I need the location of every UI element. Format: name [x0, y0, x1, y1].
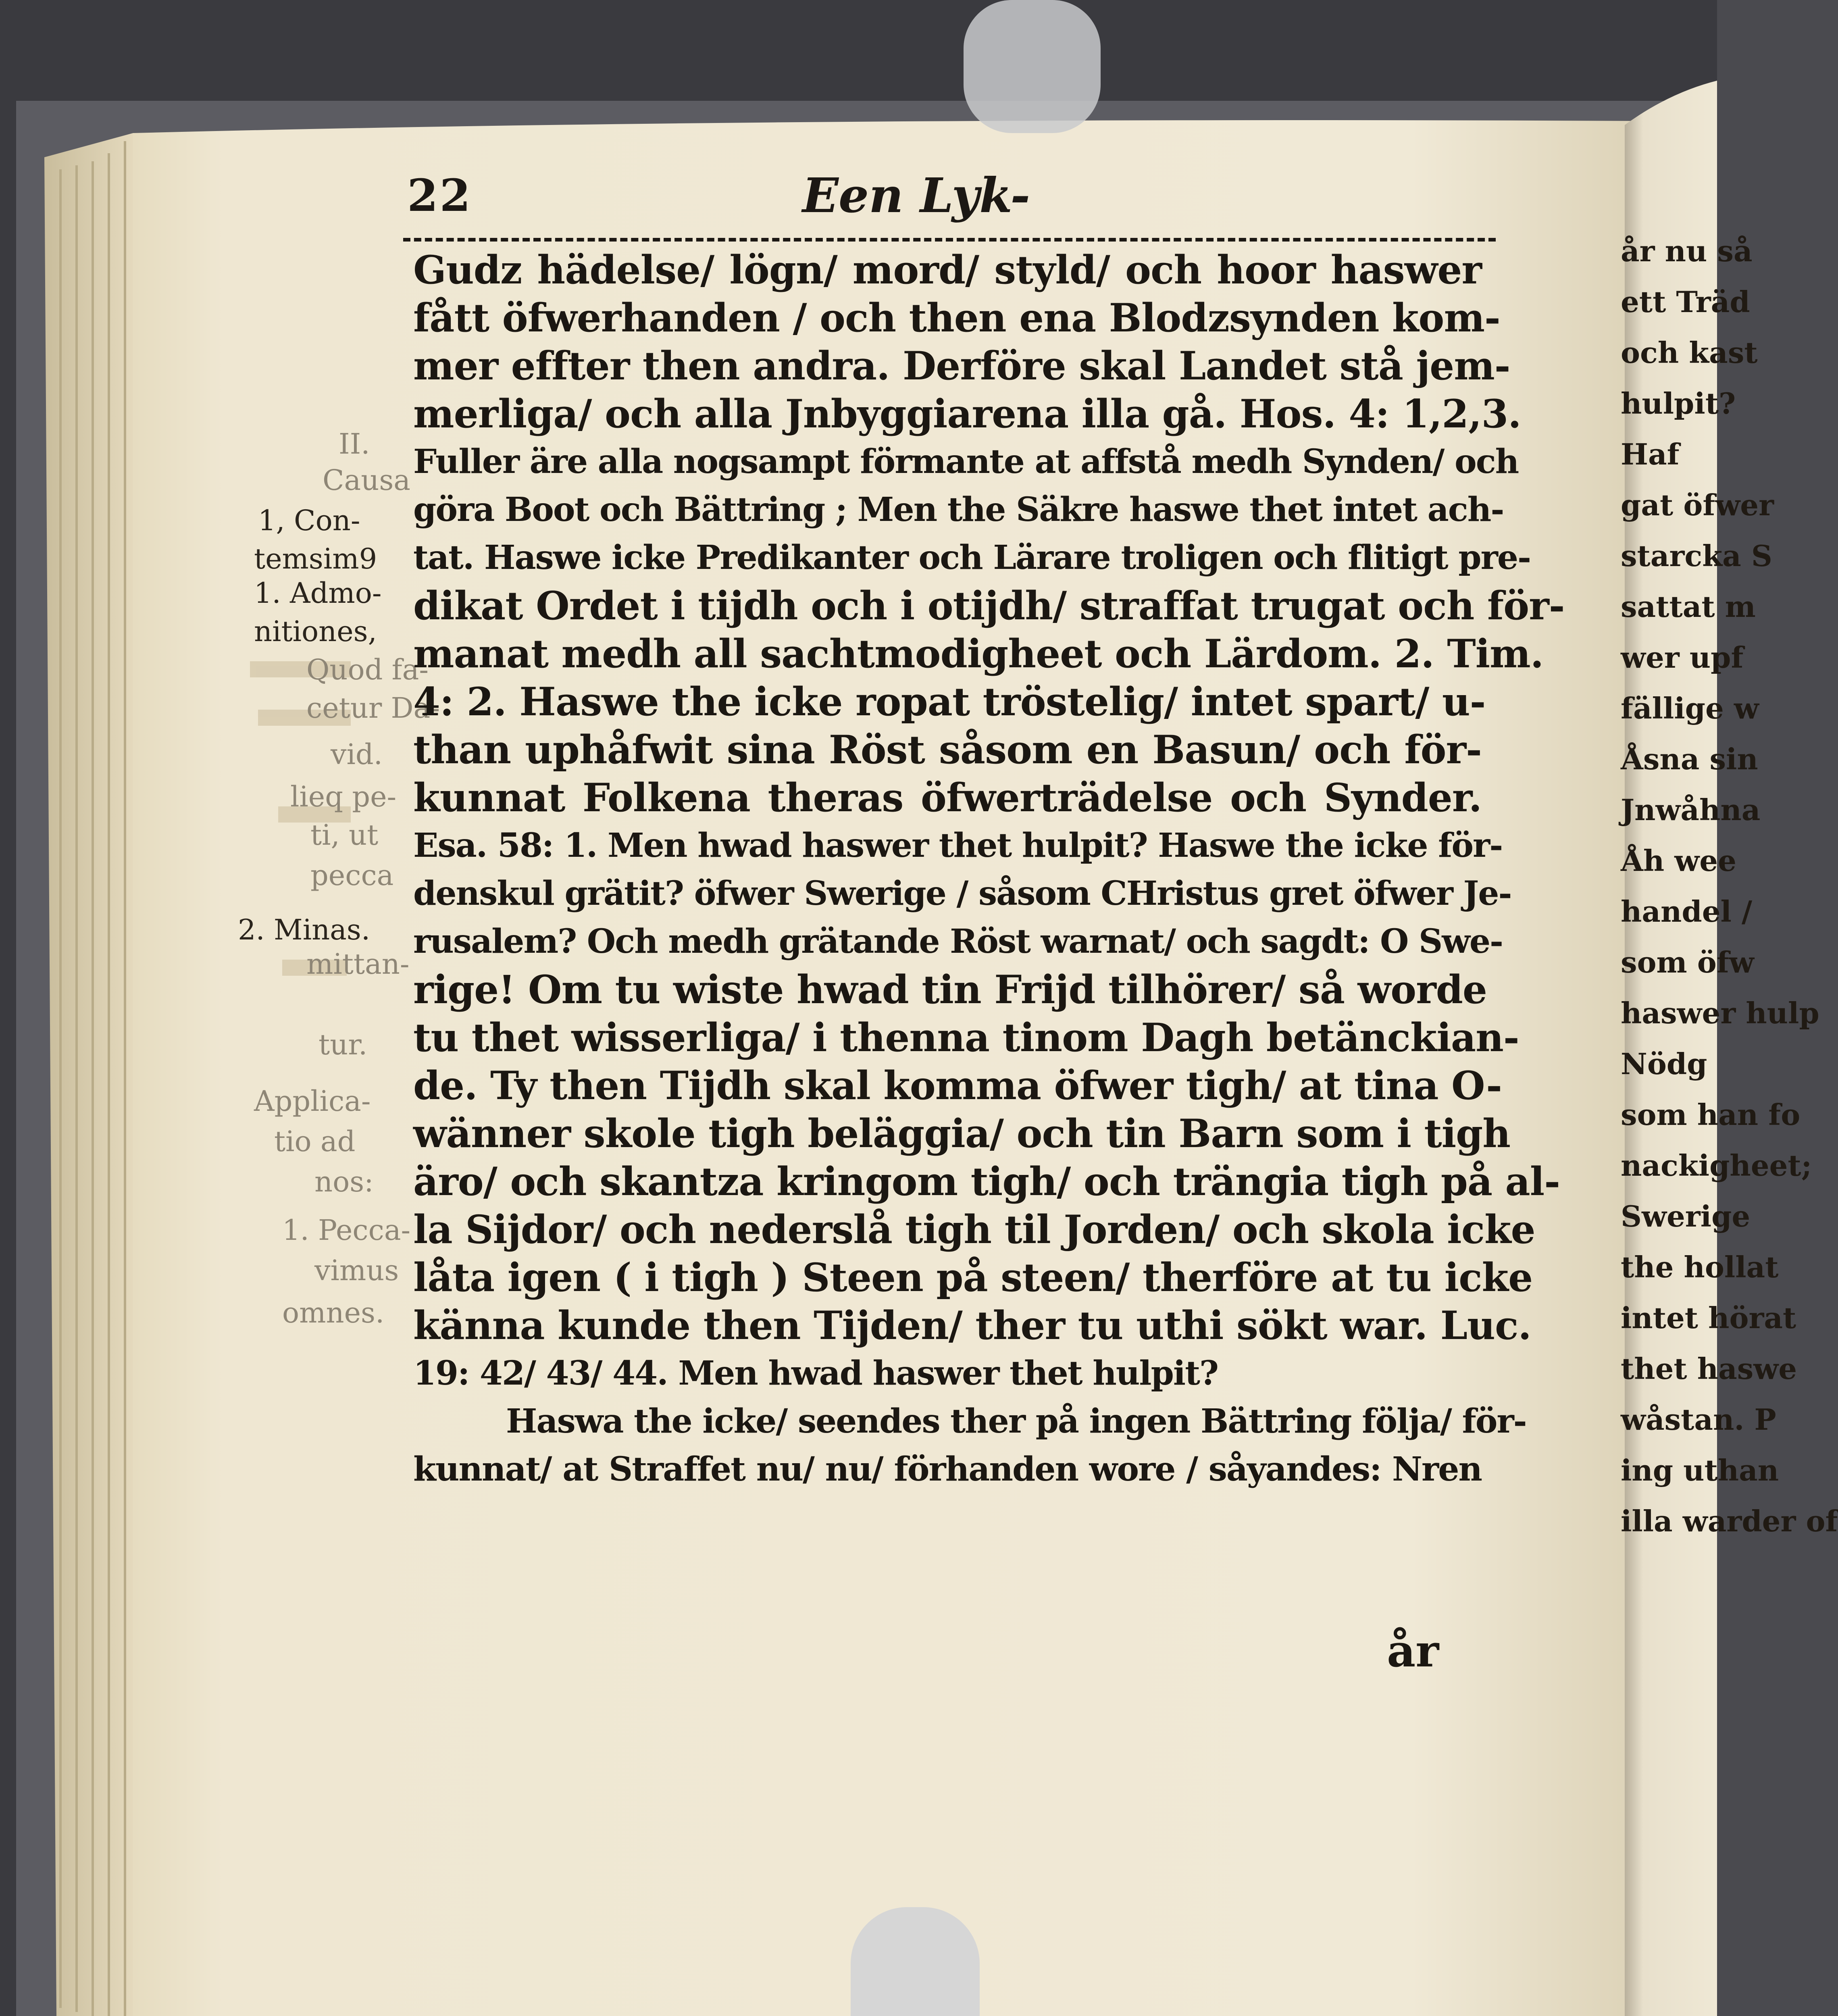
body-text: [413, 246, 1565, 1493]
facing-line: Nödg: [1621, 1047, 1707, 1081]
margin-note: temsim9: [254, 542, 377, 575]
margin-note: 1. Admo-: [254, 577, 382, 610]
facing-line: thet haswe: [1621, 1352, 1797, 1386]
text-line: göra Boot och Bättring ; Men the Säkre haswe thet intet ach-: [413, 490, 1504, 529]
facing-line: som han fo: [1621, 1098, 1801, 1132]
text-line: Gudz hädelse/ lögn/ mord/ styld/ och hoor haswer: [413, 247, 1482, 293]
facing-line: handel /: [1621, 894, 1753, 929]
facing-page-text: [1621, 226, 1838, 1919]
text-line: rusalem? Och medh grätande Röst warnat/ och sagdt: O Swe-: [413, 922, 1503, 961]
margin-note: 1. Pecca-: [282, 1214, 411, 1247]
margin-note: 1, Con-: [258, 504, 360, 537]
facing-line: the hollat: [1621, 1250, 1779, 1284]
bottom-clip: [851, 1907, 980, 2016]
text-line: låta igen ( i tigh ) Steen på steen/ therföre at tu icke: [413, 1255, 1533, 1300]
facing-line: år nu så: [1621, 234, 1753, 268]
facing-line: nackigheet;: [1621, 1148, 1812, 1183]
text-line: de. Ty then Tijdh skal komma öfwer tigh/ at tina O-: [413, 1063, 1502, 1108]
margin-note: II.: [339, 427, 370, 460]
text-line: fått öfwerhanden / och then ena Blodzsynden kom-: [413, 295, 1500, 341]
margin-note: cetur Da-: [306, 691, 440, 725]
facing-line: intet hörat: [1621, 1301, 1796, 1335]
facing-line: sattat m: [1621, 589, 1756, 624]
margin-note: tio ad: [274, 1125, 356, 1158]
facing-line: starcka S: [1621, 539, 1772, 573]
margin-note: nos:: [314, 1165, 374, 1198]
page-number: 22: [407, 169, 473, 221]
margin-note: Applica-: [254, 1085, 371, 1118]
text-line: manat medh all sachtmodigheet och Lärdom. 2. Tim.: [413, 631, 1544, 677]
text-line: denskul grätit? öfwer Swerige / såsom CHristus gret öfwer Je-: [413, 874, 1511, 913]
text-line: tat. Haswe icke Predikanter och Lärare troligen och flitigt pre-: [413, 538, 1531, 577]
running-head: Een Lyk-: [802, 167, 1030, 223]
facing-line: hulpit?: [1621, 386, 1736, 421]
text-line: tu thet wisserliga/ i thenna tinom Dagh betänckian-: [413, 1015, 1519, 1060]
text-line: merliga/ och alla Jnbyggiarena illa gå. Hos. 4: 1,2,3.: [413, 391, 1521, 437]
facing-line: haswer hulp: [1621, 996, 1819, 1030]
facing-line: wer upf: [1621, 640, 1744, 675]
text-line: mer effter then andra. Derföre skal Landet stå jem-: [413, 343, 1510, 389]
text-line: 4: 2. Haswe the icke ropat tröstelig/ intet spart/ u-: [413, 679, 1486, 725]
facing-line: ett Träd: [1621, 285, 1750, 319]
header-rule: [403, 238, 1496, 242]
margin-note: 2. Minas.: [238, 913, 371, 946]
text-line: kunnat Folkena theras öfwerträdelse och Synder.: [413, 775, 1482, 821]
margin-note: vimus: [314, 1254, 399, 1287]
text-line: 19: 42/ 43/ 44. Men hwad haswer thet hulpit?: [413, 1354, 1218, 1393]
text-line: dikat Ordet i tijdh och i otijdh/ straffat trugat och för-: [413, 583, 1565, 629]
margin-note: mittan-: [306, 948, 410, 981]
margin-note: Causa: [323, 464, 411, 497]
text-line: känna kunde then Tijden/ ther tu uthi sökt war. Luc.: [413, 1303, 1531, 1348]
facing-line: Jnwåhna: [1621, 793, 1761, 827]
margin-note: pecca: [310, 859, 394, 892]
margin-note: tur.: [318, 1028, 368, 1061]
margin-note: ti, ut: [310, 818, 379, 852]
text-line: Fuller äre alla nogsampt förmante at affstå medh Synden/ och: [413, 442, 1519, 481]
facing-line: som öfw: [1621, 945, 1754, 979]
page-edges: [44, 133, 133, 2016]
facing-line: illa warder of: [1621, 1504, 1838, 1538]
facing-line: Åh wee: [1621, 843, 1736, 878]
margin-note: lieq pe-: [290, 780, 397, 813]
text-line: wänner skole tigh beläggia/ och tin Barn som i tigh: [413, 1111, 1511, 1156]
margin-note: nitiones,: [254, 615, 377, 648]
facing-line: wåstan. P: [1621, 1402, 1776, 1437]
text-line: Haswa the icke/ seendes ther på ingen Bättring följa/ för-: [506, 1402, 1526, 1441]
text-line: Esa. 58: 1. Men hwad haswer thet hulpit? Haswe the icke för-: [413, 826, 1503, 865]
text-line: rige! Om tu wiste hwad tin Frijd tilhörer/ så worde: [413, 967, 1487, 1012]
margin-note: vid.: [331, 738, 383, 771]
facing-line: Haf: [1621, 437, 1680, 471]
facing-line: gat öfwer: [1621, 488, 1774, 522]
facing-line: och kast: [1621, 335, 1758, 370]
text-line: kunnat/ at Straffet nu/ nu/ förhanden wore / såyandes: Nren: [413, 1450, 1482, 1489]
margin-note: Quod fa-: [306, 653, 429, 686]
margin-note: omnes.: [282, 1296, 385, 1329]
text-line: than uphåfwit sina Röst såsom en Basun/ och för-: [413, 727, 1482, 773]
catchword: år: [1387, 1625, 1439, 1677]
facing-line: Swerige: [1621, 1199, 1751, 1233]
facing-line: Åsna sin: [1621, 742, 1758, 776]
text-line: äro/ och skantza kringom tigh/ och trängia tigh på al-: [413, 1159, 1560, 1204]
text-line: la Sijdor/ och nederslå tigh til Jorden/ och skola icke: [413, 1207, 1535, 1252]
facing-line: fällige w: [1621, 691, 1759, 725]
top-clip: [964, 0, 1101, 133]
facing-line: ing uthan: [1621, 1453, 1779, 1487]
